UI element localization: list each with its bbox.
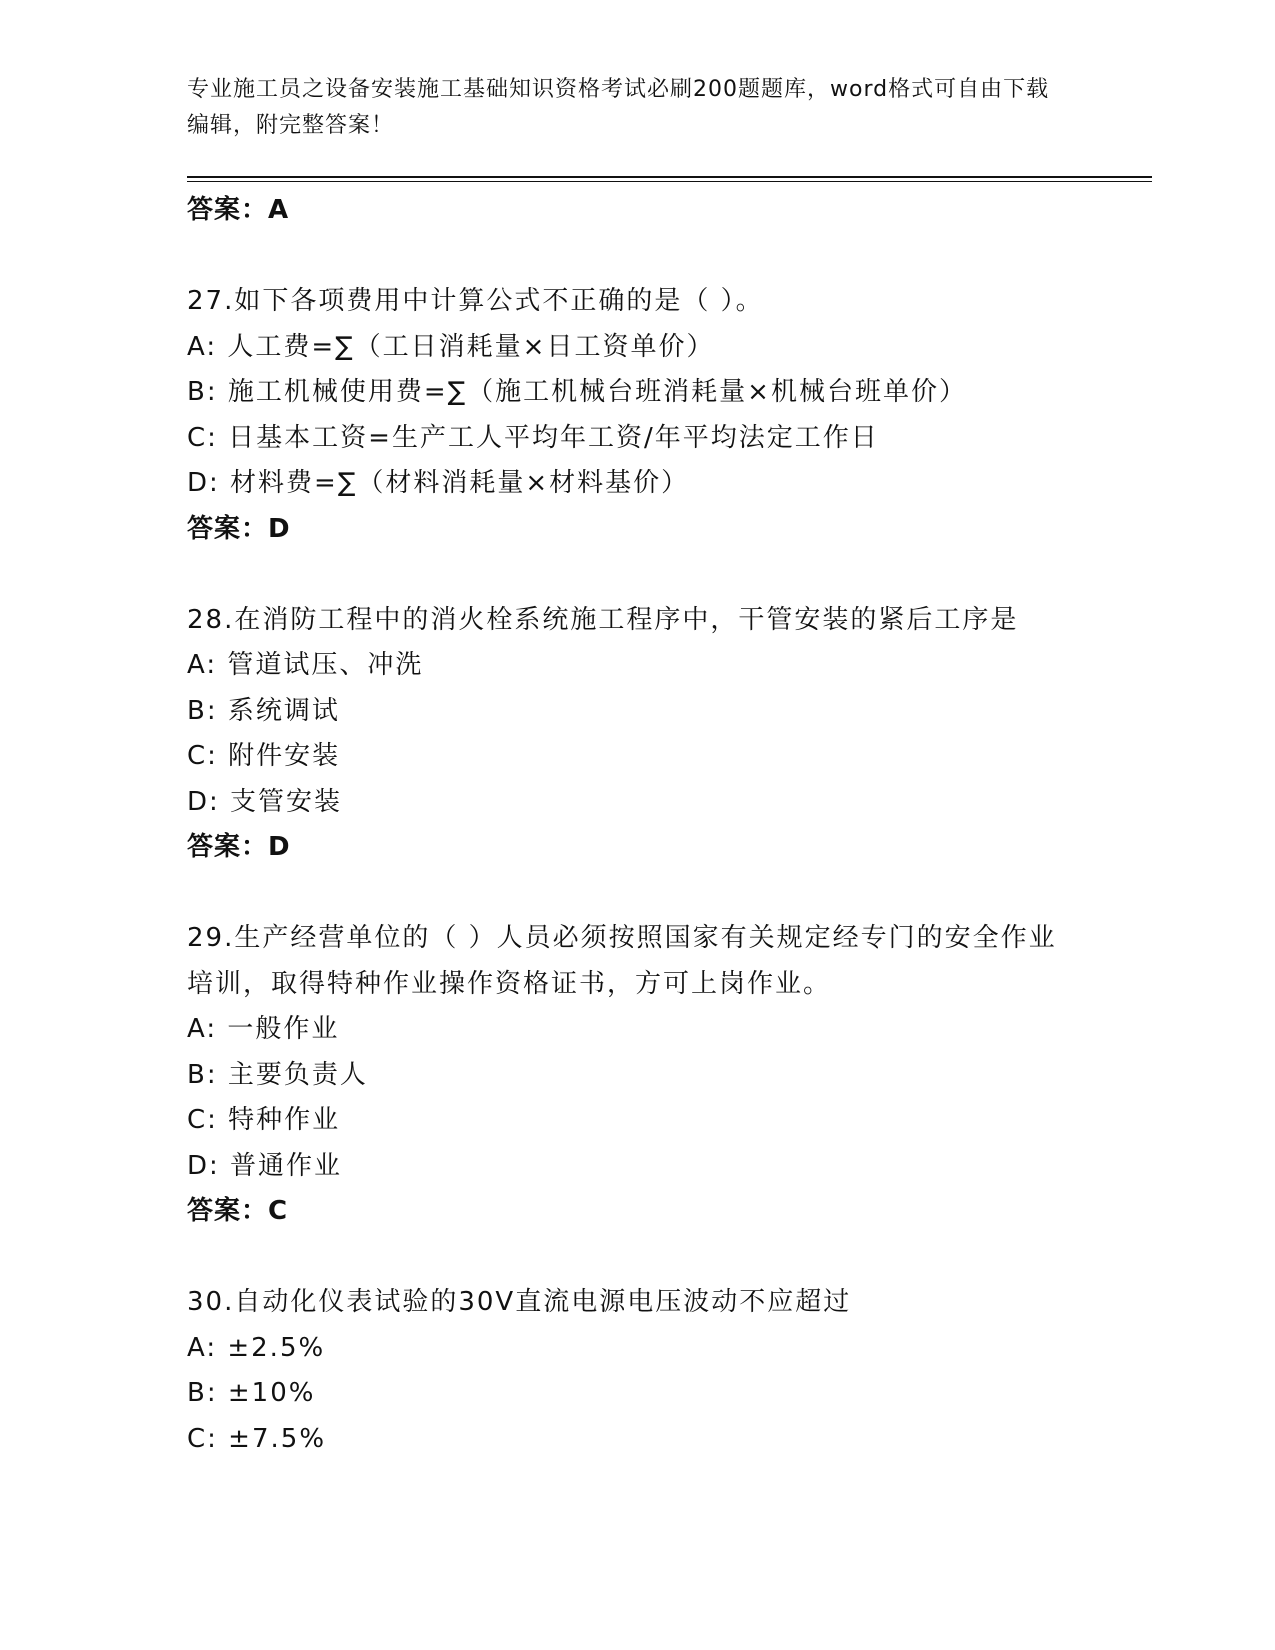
answer-line: 答案：C <box>187 1196 289 1226</box>
option-d: D: 支管安装 <box>187 786 343 817</box>
option-c: C: 特种作业 <box>187 1105 341 1135</box>
option-b: B: 系统调试 <box>187 695 340 726</box>
question-block <box>187 1280 1152 1462</box>
option-c: C: 附件安装 <box>187 741 341 771</box>
header-divider-thick <box>187 176 1152 178</box>
option-a: A: 一般作业 <box>187 1014 340 1044</box>
spacer <box>187 1235 1152 1281</box>
question-block <box>187 916 1152 1235</box>
question-block <box>187 598 1152 871</box>
option-c: C: 日基本工资=生产工人平均年工资/年平均法定工作日 <box>187 422 879 453</box>
question-stem: 30.自动化仪表试验的30V直流电源电压波动不应超过 <box>187 1287 852 1317</box>
option-d: D: 材料费=∑（材料消耗量×材料基价） <box>187 468 690 498</box>
header-divider-thin <box>187 181 1152 182</box>
question-list <box>187 188 1152 1462</box>
spacer <box>187 234 1152 280</box>
option-b: B: 主要负责人 <box>187 1059 368 1090</box>
question-stem: 28.在消防工程中的消火栓系统施工程序中，干管安装的紧后工序是 <box>187 604 1019 635</box>
spacer <box>187 871 1152 917</box>
question-block <box>187 279 1152 552</box>
question-stem: 29.生产经营单位的（ ）人员必须按照国家有关规定经专门的安全作业培训，取得特种作业操作资格证书，方可上岗作业。 <box>187 923 1057 999</box>
spacer <box>187 552 1152 598</box>
option-a: A: ±2.5% <box>187 1332 326 1363</box>
page-header: 专业施工员之设备安装施工基础知识资格考试必刷200题题库，word格式可自由下载编辑，附完整答案！ <box>187 77 1050 138</box>
option-b: B: ±10% <box>187 1378 316 1408</box>
answer-line: 答案：A <box>187 195 290 225</box>
answer-line: 答案：D <box>187 513 291 544</box>
option-a: A: 人工费=∑（工日消耗量×日工资单价） <box>187 331 715 362</box>
answer-line: 答案：D <box>187 832 291 862</box>
option-c: C: ±7.5% <box>187 1423 327 1454</box>
option-b: B: 施工机械使用费=∑（施工机械台班消耗量×机械台班单价） <box>187 377 967 407</box>
option-a: A: 管道试压、冲洗 <box>187 650 424 680</box>
option-d: D: 普通作业 <box>187 1150 343 1181</box>
question-stem: 27.如下各项费用中计算公式不正确的是（ ）。 <box>187 286 764 316</box>
